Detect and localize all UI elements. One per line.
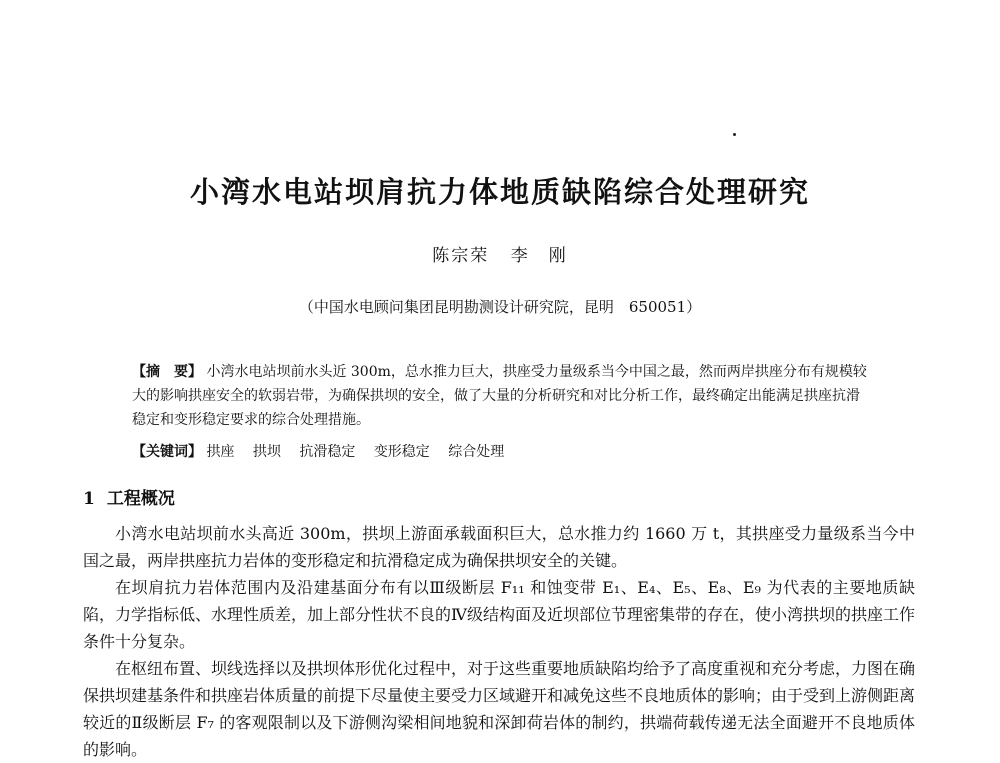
section-heading (83, 484, 175, 509)
affiliation: （中国水电顾问集团昆明勘测设计研究院，昆明 650051） (298, 298, 702, 316)
paragraph: 小湾水电站坝前水头高近 300m，拱坝上游面承载面积巨大，总水推力约 1660 万 t，其拱座受力量级系当今中国之最，两岸拱座抗力岩体的变形稳定和抗滑稳定成为确保拱坝安全的关键。 (83, 524, 915, 570)
abstract-text: 小湾水电站坝前水头近 300m，总水推力巨大，拱座受力量级系当今中国之最，然而两岸拱座分布有规模较大的影响拱座安全的软弱岩带，为确保拱坝的安全，做了大量的分析研究和对比分析工作，最终确定出能满足拱座抗滑稳定和变形稳定要求的综合处理措施。 (132, 364, 867, 428)
paper-title: 小湾水电站坝肩抗力体地质缺陷综合处理研究 (189, 175, 810, 209)
paragraph: 在坝肩抗力岩体范围内及沿建基面分布有以Ⅲ级断层 F₁₁ 和蚀变带 E₁、E₄、E₅、E₈、E₉ 为代表的主要地质缺陷，力学指标低、水理性质差，加上部分性状不良的Ⅳ级结构面及近坝部位节理密集带的存在，使小湾拱坝的拱座工作条件十分复杂。 (83, 578, 915, 651)
paragraph: 在枢纽布置、坝线选择以及拱坝体形优化过程中，对于这些重要地质缺陷均给予了高度重视和充分考虑，力图在确保拱坝建基条件和拱座岩体质量的前提下尽量使主要受力区域避开和减免这些不良地质体的影响；由于受到上游侧距离较近的Ⅱ级断层 F₇ 的客观限制以及下游侧沟梁相间地貌和深卸荷岩体的制约，拱端荷载传递无法全面避开不良地质体的影响。 (83, 659, 916, 759)
author-line (0, 241, 1000, 266)
body-text (83, 520, 915, 763)
speck-mark (733, 133, 736, 136)
keywords (132, 440, 872, 464)
keyword: 变形稳定 (373, 444, 430, 460)
section-number: 1 (83, 489, 95, 509)
keywords-label: 【关键词】 (132, 444, 202, 460)
keyword: 综合处理 (448, 444, 505, 460)
section-title: 工程概况 (106, 489, 175, 509)
author-1: 陈宗荣 (432, 246, 490, 266)
author-2: 李 刚 (510, 246, 568, 266)
keyword: 拱座 (206, 444, 235, 460)
abstract (132, 360, 872, 432)
keyword: 抗滑稳定 (299, 444, 356, 460)
abstract-label: 【摘 要】 (132, 364, 202, 380)
keyword: 拱坝 (252, 444, 281, 460)
